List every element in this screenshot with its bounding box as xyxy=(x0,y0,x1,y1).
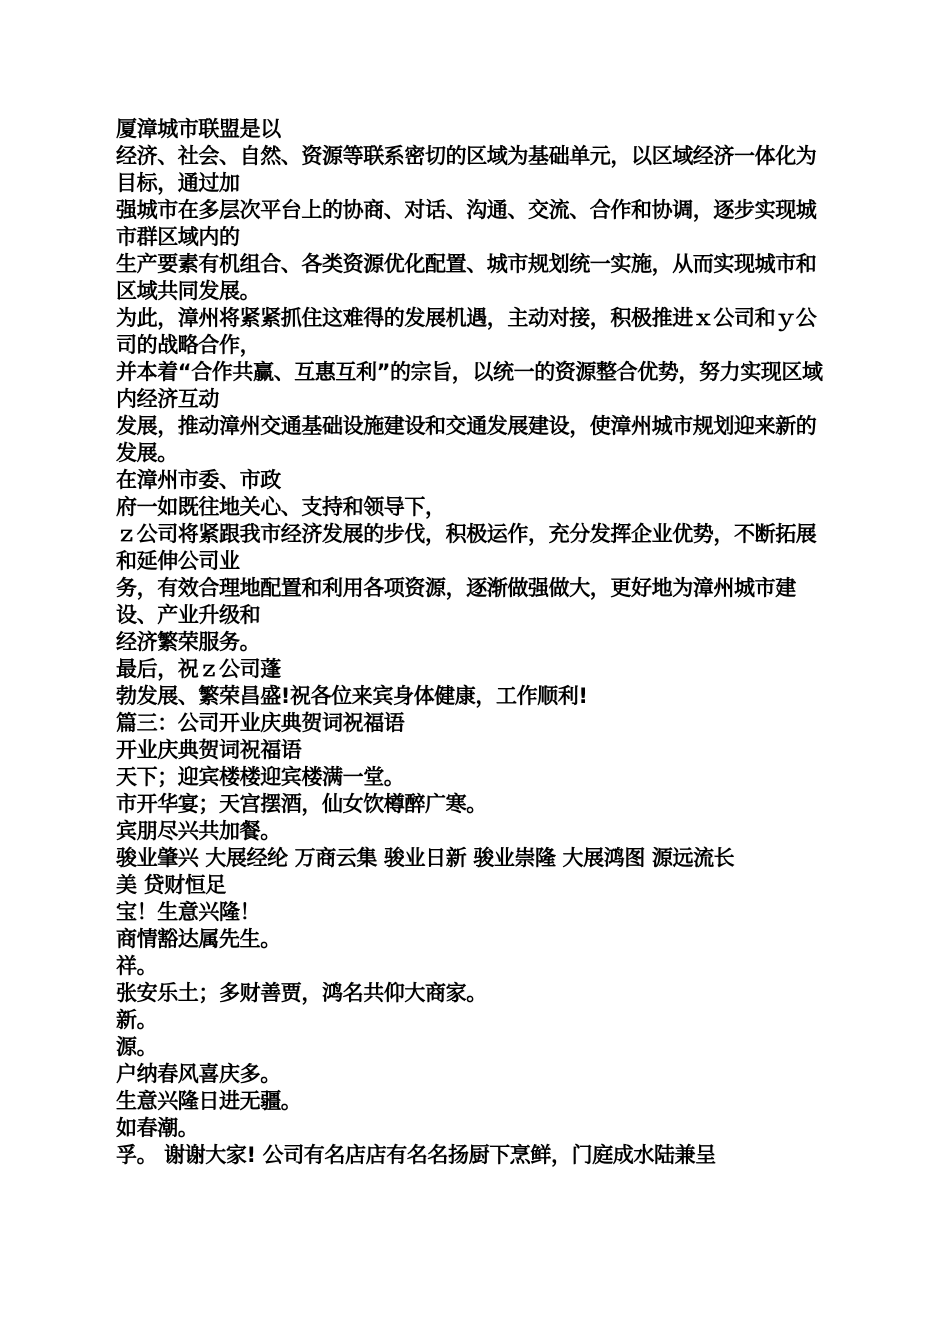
paragraph: 经济繁荣服务。 xyxy=(116,630,261,654)
paragraph: 务，有效合理地配置和利用各项资源，逐渐做强做大，更好地为漳州城市建设、产业升级和 xyxy=(116,576,796,627)
paragraph: 户纳春风喜庆多。 xyxy=(116,1062,281,1086)
paragraph: 宝！生意兴隆！ xyxy=(116,900,261,924)
paragraph: 发展，推动漳州交通基础设施建设和交通发展建设，使漳州城市规划迎来新的发展。 xyxy=(116,414,817,465)
paragraph: 并本着“合作共赢、互惠互利”的宗旨，以统一的资源整合优势，努力实现区域内经济互动 xyxy=(116,360,823,411)
paragraph: 开业庆典贺词祝福语 xyxy=(116,738,302,762)
paragraph: 市开华宴；天宫摆酒，仙女饮樽醉广寒。 xyxy=(116,792,487,816)
paragraph: 新。 xyxy=(116,1008,158,1032)
paragraph: 宾朋尽兴共加餐。 xyxy=(116,819,281,843)
paragraph: 强城市在多层次平台上的协商、对话、沟通、交流、合作和协调，逐步实现城市群区域内的 xyxy=(116,198,817,249)
paragraph: 源。 xyxy=(116,1035,158,1059)
paragraph: 商情豁达属先生。 xyxy=(116,927,281,951)
paragraph: 祥。 xyxy=(116,954,158,978)
paragraph: 经济、社会、自然、资源等联系密切的区域为基础单元，以区域经济一体化为目标，通过加 xyxy=(116,144,817,195)
paragraph: 孚。 谢谢大家! 公司有名店店有名名扬厨下烹鲜，门庭成水陆兼呈 xyxy=(116,1143,716,1167)
paragraph: 美 贷财恒足 xyxy=(116,873,226,897)
section-heading: 篇三：公司开业庆典贺词祝福语 xyxy=(116,711,405,735)
paragraph: 最后，祝ｚ公司蓬 xyxy=(116,657,281,681)
document-body xyxy=(116,116,836,1169)
paragraph: 府一如既往地关心、支持和领导下， xyxy=(116,495,446,519)
paragraph: 骏业肇兴 大展经纶 万商云集 骏业日新 骏业崇隆 大展鸿图 源远流长 xyxy=(116,846,735,870)
paragraph: 为此，漳州将紧紧抓住这难得的发展机遇，主动对接，积极推进ｘ公司和ｙ公司的战略合作， xyxy=(116,306,817,357)
paragraph: 生产要素有机组合、各类资源优化配置、城市规划统一实施，从而实现城市和区域共同发展。 xyxy=(116,252,817,303)
paragraph: 生意兴隆日进无疆。 xyxy=(116,1089,302,1113)
paragraph: 在漳州市委、市政 xyxy=(116,468,281,492)
paragraph: 如春潮。 xyxy=(116,1116,199,1140)
paragraph: 厦漳城市联盟是以 xyxy=(116,117,281,141)
paragraph: 张安乐土；多财善贾，鸿名共仰大商家。 xyxy=(116,981,487,1005)
paragraph: 勃发展、繁荣昌盛!祝各位来宾身体健康，工作顺利! xyxy=(116,684,588,708)
paragraph: ｚ公司将紧跟我市经济发展的步伐，积极运作，充分发挥企业优势，不断拓展和延伸公司业 xyxy=(116,522,817,573)
paragraph: 天下；迎宾楼楼迎宾楼满一堂。 xyxy=(116,765,405,789)
